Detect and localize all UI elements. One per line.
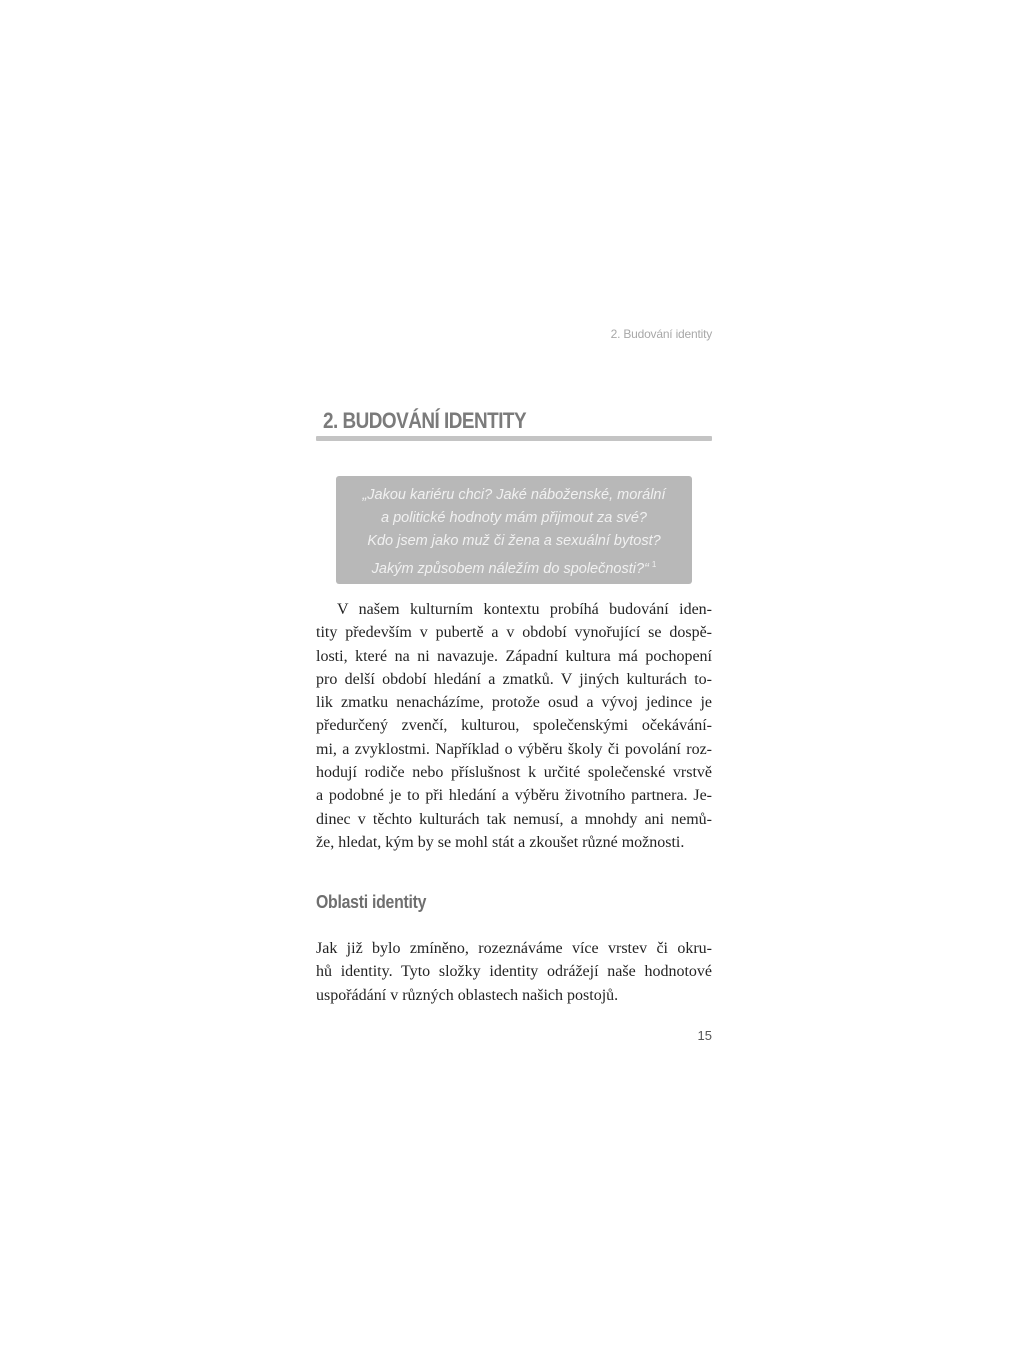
epigraph-line: „Jakou kariéru chci? Jaké náboženské, morální <box>362 487 666 503</box>
body-paragraph-1 <box>316 598 712 854</box>
epigraph-box <box>336 476 692 584</box>
paragraph-line: že, hledat, kým by se mohl stát a zkoušet různé možnosti. <box>316 833 685 851</box>
epigraph-line: Kdo jsem jako muž či žena a sexuální bytost? <box>367 533 661 549</box>
paragraph-line: hodují rodiče nebo příslušnost k určité společenské vrstvě <box>316 764 712 782</box>
paragraph-line: a podobné je to při hledání a výběru životního partnera. Je- <box>316 787 712 805</box>
paragraph-line: lik zmatku nenacházíme, protože osud a vývoj jedince je <box>316 694 712 712</box>
epigraph-line: Jakým způsobem náležím do společnosti?“ <box>371 561 649 577</box>
epigraph-last-line <box>336 553 692 581</box>
footnote-reference: 1 <box>651 560 657 569</box>
paragraph-line: losti, které na ni navazuje. Západní kultura má pochopení <box>316 647 712 665</box>
paragraph-line: dinec v těchto kulturách tak nemusí, a mnohdy ani nemů- <box>316 810 712 828</box>
section-heading: Oblasti identity <box>316 892 427 912</box>
chapter-title-rule <box>316 436 712 441</box>
paragraph-line: Jak již bylo zmíněno, rozeznáváme více vrstev či okru- <box>316 940 712 957</box>
paragraph-line: pro delší období hledání a zmatků. V jiných kulturách to- <box>316 670 712 688</box>
running-head: 2. Budování identity <box>610 327 712 341</box>
paragraph-line: tity především v pubertě a v období vynořující se dospě- <box>316 624 712 642</box>
paragraph-line: hů identity. Tyto složky identity odrážejí naše hodnotové <box>316 963 712 981</box>
page-number: 15 <box>697 1028 712 1043</box>
paragraph-line: V našem kulturním kontextu probíhá budování iden- <box>337 601 712 618</box>
epigraph-line: a politické hodnoty mám přijmout za své? <box>381 510 647 526</box>
paragraph-line: předurčený zvenčí, kulturou, společenskými očekávání- <box>316 717 712 735</box>
body-paragraph-2 <box>316 937 712 1007</box>
chapter-title: 2. BUDOVÁNÍ IDENTITY <box>323 408 527 433</box>
paragraph-line: uspořádání v různých oblastech našich postojů. <box>316 986 619 1004</box>
paragraph-line: mi, a zvyklostmi. Například o výběru školy či povolání roz- <box>316 740 712 758</box>
